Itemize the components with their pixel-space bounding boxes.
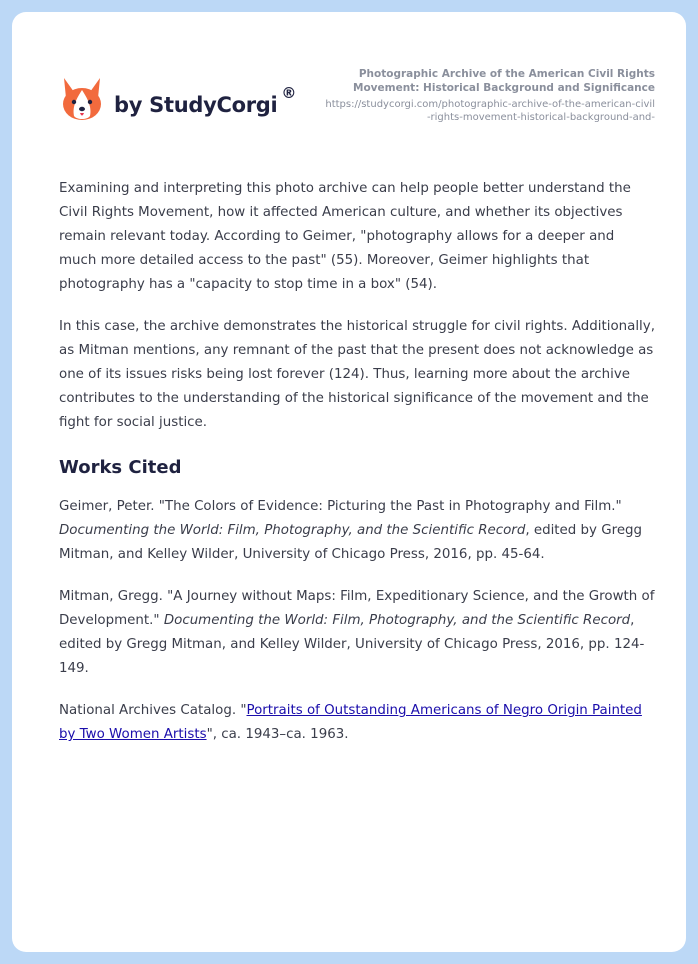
corgi-logo-icon: [60, 76, 104, 122]
document-url[interactable]: https://studycorgi.com/photographic-archive-of-the-american-civil-rights-movement-historical-background-and-: [325, 99, 655, 123]
citation-source-title: Documenting the World: Film, Photography, and the Scientific Record: [59, 523, 526, 538]
citation-entry: [59, 585, 655, 681]
logo-text: by StudyCorgi: [114, 93, 278, 117]
citation-entry: [59, 699, 655, 747]
citation-text: , edited by Gregg Mitman, and Kelley Wilder, University of Chicago Press, 2016, pp. 124-149.: [59, 613, 645, 676]
studycorgi-logo[interactable]: [60, 76, 296, 122]
citation-source-title: Documenting the World: Film, Photography, and the Scientific Record: [163, 613, 631, 628]
citation-entry: [59, 495, 655, 567]
body-paragraph: In this case, the archive demonstrates the historical struggle for civil rights. Additionally, as Mitman mentions, any remnant of the past that the present does not acknowledge as one of its issues risks being lost forever (124). Thus, learning more about the archive contributes to the understanding of the historical significance of the movement and the fight for social justice.: [59, 319, 655, 430]
citation-link[interactable]: Portraits of Outstanding Americans of Negro Origin Painted by Two Women Artists: [59, 703, 642, 742]
citation-text: National Archives Catalog. ": [59, 703, 247, 718]
document-page: [12, 12, 686, 952]
registered-mark: ®: [281, 84, 297, 102]
citation-text: ", ca. 1943–ca. 1963.: [206, 727, 349, 742]
citation-text: Geimer, Peter. "The Colors of Evidence: Picturing the Past in Photography and Film.": [59, 499, 622, 514]
document-body: [59, 177, 655, 765]
page-header: [12, 12, 686, 152]
citation-text: , edited by Gregg Mitman, and Kelley Wilder, University of Chicago Press, 2016, pp. 45-64.: [59, 523, 643, 562]
document-meta: [325, 67, 655, 124]
citation-text: Mitman, Gregg. "A Journey without Maps: Film, Expeditionary Science, and the Growth of Development.": [59, 589, 655, 628]
document-title: Photographic Archive of the American Civil Rights Movement: Historical Background and Significance: [353, 68, 655, 94]
works-cited-heading: Works Cited: [59, 457, 182, 478]
body-paragraph: Examining and interpreting this photo archive can help people better understand the Civil Rights Movement, how it affected American culture, and whether its objectives remain relevant today. According to Geimer, "photography allows for a deeper and much more detailed access to the past" (55). Moreover, Geimer highlights that photography has a "capacity to stop time in a box" (54).: [59, 181, 631, 292]
